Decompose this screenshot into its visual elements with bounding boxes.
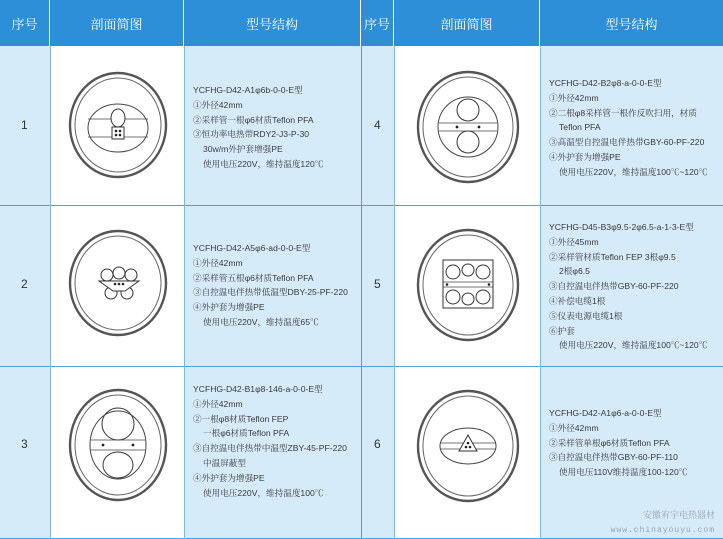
- header-seq-left: 序号: [0, 0, 50, 46]
- header-model-right: 型号结构: [540, 0, 723, 46]
- row-number: 3: [21, 437, 28, 451]
- row-number: 6: [374, 437, 381, 451]
- cross-section-diagram-6: [411, 381, 526, 511]
- row-number: 2: [21, 277, 28, 291]
- header-section-left: 剖面简图: [50, 0, 184, 46]
- watermark-url: www.chinayouyu.com: [610, 526, 715, 535]
- watermark-company: 安徽宥宇电热器材: [642, 510, 715, 520]
- model-description: YCFHG-D42-B2φ8-a-0-0-E型 ①外径42mm ②二根φ8采样管一根作反吹扫用，材质 Teflon PFA ③高温型自控温电伴热带GBY-60-PF-220 ④外护套为增强PE 使用电压220V，维持温度100℃~120℃: [549, 78, 708, 177]
- model-description: YCFHG-D42-A1φ6-a-0-0-E型 ①外径42mm ②采样管单根φ6材质Teflon PFA ③自控温电伴热带GBY-60-PF-110 使用电压110V维持温度100-120℃: [549, 408, 688, 478]
- cross-section-diagram-1: [63, 63, 173, 188]
- cross-section-diagram-3: [63, 380, 173, 510]
- header-model-left: 型号结构: [184, 0, 361, 46]
- cross-section-diagram-2: [63, 221, 173, 346]
- cross-section-diagram-5: [411, 220, 526, 350]
- row-number: 4: [374, 118, 381, 132]
- row-number: 1: [21, 118, 28, 132]
- header-seq-right: 序号: [361, 0, 394, 46]
- cross-section-diagram-4: [411, 62, 526, 192]
- header-section-right: 剖面简图: [394, 0, 540, 46]
- model-description: YCFHG-D42-A1φ6b-0-0-E型 ①外径42mm ②采样管一根φ6材质Teflon PFA ③恒功率电热带RDY2-J3-P-30 30w/m外护套增强PE 使用电压220V，维持温度120℃: [193, 85, 324, 169]
- row-number: 5: [374, 277, 381, 291]
- model-description: YCFHG-D45-B3φ9.5-2φ6.5-a-1-3-E型 ①外径45mm ②采样管材质Teflon FEP 3根φ9.5 2根φ6.5 ③自控温电伴热带GBY-60-PF-220 ④补偿电缆1根 ⑤仪表电源电缆1根 ⑥护套 使用电压220V，维持温度100℃~120℃: [549, 222, 708, 351]
- model-description: YCFHG-D42-A5φ6-ad-0-0-E型 ①外径42mm ②采样管五根φ6材质Teflon PFA ③自控温电伴热带低温型DBY-25-PF-220 ④外护套为增强PE 使用电压220V，维持温度65℃: [193, 243, 348, 327]
- model-description: YCFHG-D42-B1φ8-146-a-0-0-E型 ①外径42mm ②一根φ8材质Teflon FEP 一根φ6材质Teflon PFA ③自控温电伴热带中温型ZBY-45-PF-220 中温屏蔽型 ④外护套为增强PE 使用电压220V，维持温度100℃: [193, 384, 347, 498]
